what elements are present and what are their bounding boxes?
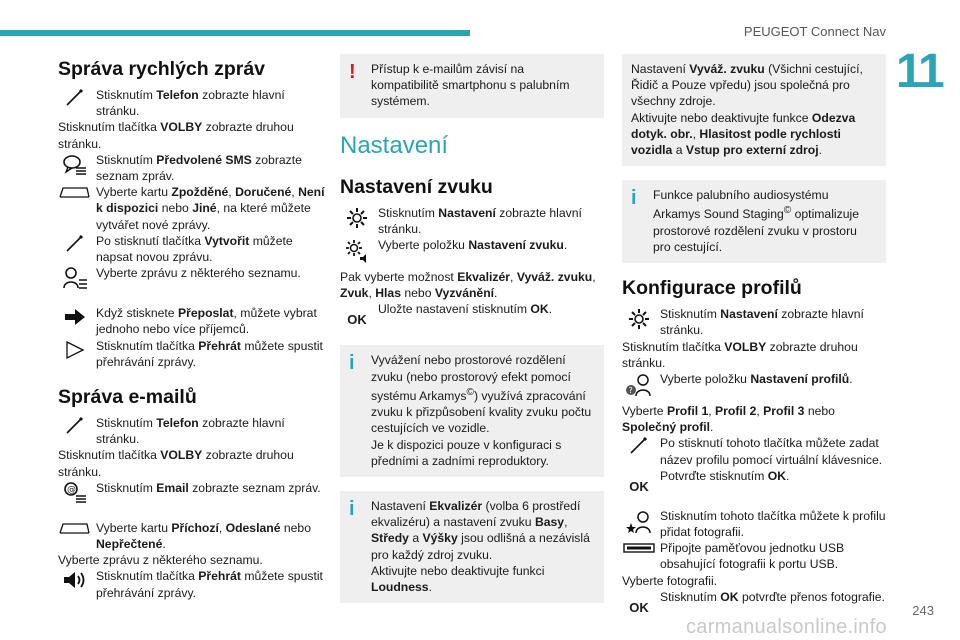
tab-outline-icon [58,520,92,552]
instruction-text: Vyberte položku Nastavení profilů. [660,371,853,386]
instruction-text: Po stisknutí tohoto tlačítka můžete zadat název profilu pomocí virtuální klávesnice. [660,436,883,467]
instruction-row [58,152,326,184]
header-accent-bar [0,30,470,36]
pen-icon [58,87,92,119]
instruction-text: Stisknutím OK potvrďte přenos fotografie. [660,589,885,604]
instruction-row [622,306,886,338]
instruction-text: Stisknutím tohoto tlačítka můžete k profilu přidat fotografii. [660,508,886,539]
profile-settings-icon [622,371,656,403]
profile-photo-icon [622,508,656,540]
note-text: Nastavení Ekvalizér (volba 6 prostředí ekvalizéru) a nastavení zvuku Basy, Středy a Výšky jsou odlišná a nezávislá pro každý zdroj zvuku. Aktivujte nebo deaktivujte funkci Loudness. [371,498,590,594]
ok-label: OK [629,478,649,494]
instruction-row [340,237,604,269]
instruction-text: Vyberte zprávu z některého seznamu. [96,266,301,281]
instruction-row [58,568,326,600]
instruction-text: Uložte nastavení stisknutím OK. [378,302,553,317]
instruction-text: Stisknutím Telefon zobrazte hlavní stránku. [96,416,285,447]
pen-icon [58,233,92,265]
section-title-email: Správa e-mailů [58,386,197,409]
instruction-text: Stisknutím Předvolené SMS zobrazte seznam zpráv. [96,152,302,184]
instruction-row [622,508,886,540]
page-number: 243 [912,603,934,618]
instruction-text: Připojte paměťovou jednotku USB obsahující fotografii k portu USB. [660,541,845,572]
instruction-text: Potvrďte stisknutím OK. [660,468,790,483]
svg-text:?: ? [628,385,633,395]
column-2 [340,54,604,617]
instruction-row [58,520,326,552]
warning-icon: ! [349,61,356,83]
play-icon [58,338,92,370]
ok-label: OK [347,312,367,328]
instruction-row [58,265,326,297]
svg-text:@: @ [67,484,76,495]
instruction-row [622,435,886,467]
section-title-profiles: Konfigurace profilů [622,277,802,300]
column-3 [622,54,886,621]
instruction-row [58,338,326,370]
sms-list-icon [58,152,92,184]
column-1 [58,54,326,601]
gear-icon [340,205,374,237]
note-text: Přístup k e-mailům závisí na kompatibilitě smartphonu s palubním systémem. [371,62,570,109]
pen-icon [622,435,656,467]
paragraph: Stisknutím tlačítka VOLBY zobrazte druhou stránku. [622,339,858,370]
contact-list-icon [58,265,92,297]
pen-icon [58,415,92,447]
info-icon: i [631,187,637,210]
paragraph: Pak vyberte možnost Ekvalizér, Vyváž. zvuku, Zvuk, Hlas nebo Vyzvánění. [340,270,596,301]
paragraph: Vyberte Profil 1, Profil 2, Profil 3 nebo Společný profil. [622,403,835,435]
instruction-text: Po stisknutí tlačítka Vytvořit můžete napsat novou zprávu. [96,233,293,265]
instruction-text: Vyberte kartu Zpožděné, Doručené, Není k dispozici nebo Jiné, na které můžete vytvářet nové zprávy. [96,185,325,232]
info-note-box [622,180,886,263]
note-box [622,54,886,166]
note-text: Nastavení Vyváž. zvuku (Všichni cestující, Řidič a Pouze vpředu) jsou společná pro všechny zdroje. Aktivujte nebo deaktivujte funkce Odezva dotyk. obr., Hlasitost podle rychlosti vozidla a Vstup pro externí zdroj. [631,62,863,158]
chapter-heading-settings: Nastavení [340,131,449,159]
instruction-row [340,205,604,237]
section-title-sound-settings: Nastavení zvuku [340,175,493,198]
instruction-row [58,480,326,512]
info-note-box [340,345,604,476]
instruction-text: Stisknutím Telefon zobrazte hlavní stránku. [96,88,285,119]
watermark: carmanualsonline.info [686,616,887,638]
instruction-text: Stisknutím Email zobrazte seznam zpráv. [96,480,321,495]
header-title: PEUGEOT Connect Nav [743,24,886,39]
gear-icon [622,306,656,338]
note-text: Funkce palubního audiosystému Arkamys Sound Staging© optimalizuje prostorové rozdělení zvuku v prostoru pro cestující. [653,188,859,254]
instruction-row [58,305,326,337]
section-title-quick-messages: Správa rychlých zpráv [58,58,266,80]
instruction-row [58,87,326,119]
forward-arrow-icon [58,305,92,337]
instruction-text: Stisknutím Nastavení zobrazte hlavní stránku. [660,307,864,338]
instruction-row [622,468,886,500]
instruction-text: Stisknutím tlačítka Přehrát můžete spustit přehrávání zprávy. [96,569,323,600]
instruction-text: Stisknutím Nastavení zobrazte hlavní stránku. [378,205,582,236]
info-icon: i [349,352,355,375]
instruction-row [622,371,886,403]
instruction-row [622,540,886,572]
instruction-row [58,233,326,265]
paragraph: Stisknutím tlačítka VOLBY zobrazte druhou stránku. [58,120,294,151]
paragraph: Stisknutím tlačítka VOLBY zobrazte druhou stránku. [58,448,294,479]
info-icon: i [349,497,355,520]
usb-icon [622,540,656,572]
info-note-box [340,491,604,603]
paragraph: Vyberte zprávu z některého seznamu. [58,553,263,568]
note-text: Vyvážení nebo prostorové rozdělení zvuku (nebo prostorový efekt pomocí systému Arkamys©) využívá zpracování zvuku k přizpůsobení kvality zvuku počtu cestujících ve vozidle. Je k dispozici pouze v konfiguraci s předními a zadními reproduktory. [371,353,592,468]
email-list-icon [58,480,92,512]
instruction-text: Stisknutím tlačítka Přehrát můžete spustit přehrávání zprávy. [96,338,323,369]
warning-note-box [340,54,604,118]
speaker-icon [58,568,92,600]
ok-label: OK [629,599,649,615]
tab-outline-icon [58,184,92,216]
instruction-text: Vyberte položku Nastavení zvuku. [378,238,568,253]
instruction-text: Když stisknete Přeposlat, můžete vybrat jednoho nebo více příjemců. [96,306,317,337]
instruction-row [58,184,326,233]
paragraph: Vyberte fotografii. [622,573,718,588]
instruction-text: Vyberte kartu Příchozí, Odeslané nebo Nepřečtené. [96,520,311,552]
instruction-row [340,301,604,333]
chapter-number: 11 [896,45,943,98]
sound-settings-icon [340,237,374,269]
instruction-row [58,415,326,447]
